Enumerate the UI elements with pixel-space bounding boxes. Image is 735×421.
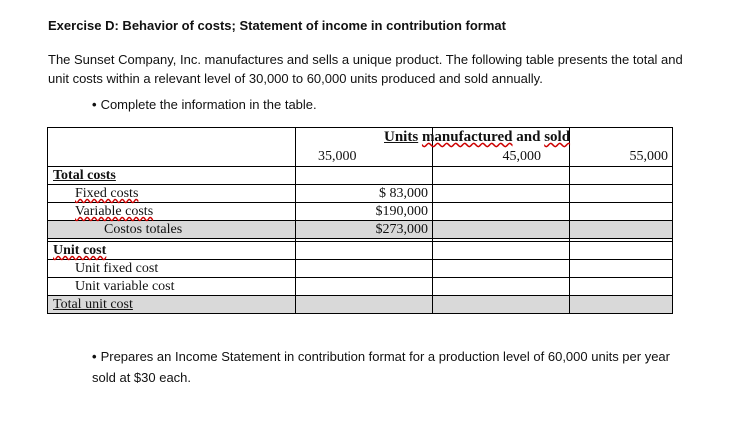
table-header-row [48,128,673,167]
costos-totales-label: Costos totales [48,221,296,239]
col-45000: 45,000 [502,149,541,164]
cell[interactable] [433,296,570,314]
total-costs-text: Total costs [53,168,116,183]
cell[interactable] [433,278,570,296]
cost-table [47,127,673,314]
total-unit-cost-label [48,296,296,314]
table-row [48,296,673,314]
unit-fixed-cost-label: Unit fixed cost [48,260,296,278]
table-row [48,242,673,260]
cell[interactable] [433,203,570,221]
unit-cost-label [48,242,296,260]
cell[interactable] [296,296,433,314]
and-word: and [516,129,541,145]
cell[interactable] [570,260,673,278]
cell[interactable] [570,221,673,239]
unit-variable-cost-label: Unit variable cost [48,278,296,296]
table-row [48,278,673,296]
cell[interactable] [296,242,433,260]
cell[interactable] [570,296,673,314]
instruction-bullet-2 [92,346,692,388]
instruction-bullet-1 [92,97,317,112]
intro-paragraph: The Sunset Company, Inc. manufactures and sells a unique product. The following table presents the total and unit costs within a relevant level of 30,000 to 60,000 units produced and sold annually. [48,52,683,86]
table-row [48,167,673,185]
fixed-costs-label [48,185,296,203]
table-row [48,260,673,278]
cell[interactable] [570,185,673,203]
cell[interactable] [296,260,433,278]
col-55000: 55,000 [629,149,668,164]
fixed-costs-value[interactable]: $ 83,000 [296,185,433,203]
cell[interactable] [433,242,570,260]
cell[interactable] [433,221,570,239]
cell[interactable] [570,203,673,221]
header-blank-cell [48,128,296,167]
cell[interactable] [433,167,570,185]
header-col-3 [570,128,673,167]
cell[interactable] [570,278,673,296]
variable-costs-label [48,203,296,221]
cell[interactable] [296,167,433,185]
cell[interactable] [296,278,433,296]
bullet-glyph: • [92,349,97,364]
fixed-costs-text: Fixed costs [75,186,139,201]
instruction-2-text: Prepares an Income Statement in contribution format for a production level of 60,000 units per year sold at $30 each. [92,349,670,385]
costos-totales-value[interactable]: $273,000 [296,221,433,239]
table-row [48,185,673,203]
units-word: Units [384,129,419,145]
cell[interactable] [433,185,570,203]
exercise-title: Exercise D: Behavior of costs; Statement of income in contribution format [48,18,506,33]
variable-costs-value[interactable]: $190,000 [296,203,433,221]
cell[interactable] [570,167,673,185]
manufactured-word: manufactured [421,129,513,145]
variable-costs-text: Variable costs [75,204,154,219]
cell[interactable] [570,242,673,260]
col-35000: 35,000 [318,149,357,164]
total-unit-cost-text: Total unit cost [53,297,133,312]
unit-cost-text: Unit cost [53,243,107,258]
sold-word: sold [544,129,571,145]
table-row [48,203,673,221]
table-row [48,221,673,239]
total-costs-label [48,167,296,185]
instruction-1-text: Complete the information in the table. [100,97,317,112]
bullet-glyph: • [92,97,97,112]
units-title [384,129,570,146]
cell[interactable] [433,260,570,278]
